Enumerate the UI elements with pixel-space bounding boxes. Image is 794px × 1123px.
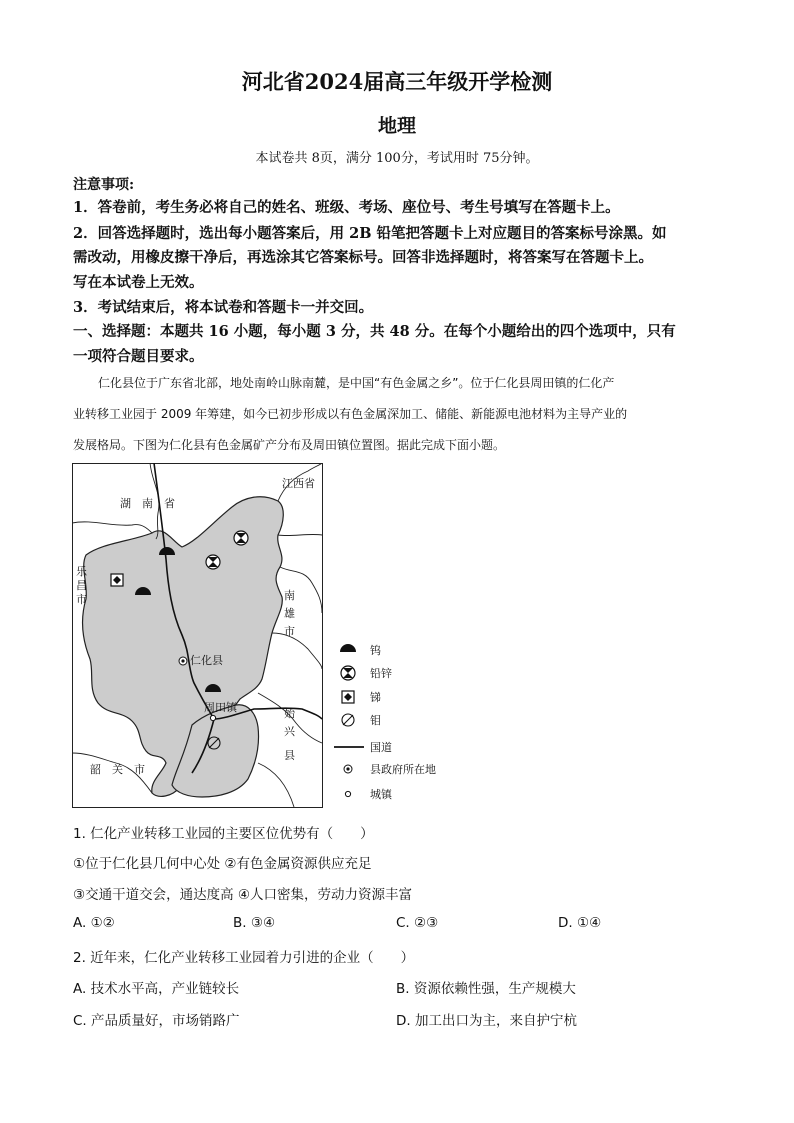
notice-heading: 注意事项: [73,177,135,193]
q2-option-d: D. 加工出口为主，来自护宁杭 [396,1013,577,1029]
legend-road: 国道 [370,741,392,754]
label-shaoguan: 韶 关 市 [90,763,145,776]
label-lechang-1: 乐 [76,565,87,578]
legend-lead-zinc: 铅锌 [370,667,392,680]
notice-line-4: 写在本试卷上无效。 [73,274,204,291]
legend-molybdenum: 钼 [370,714,381,727]
q1-statement-2: ③交通干道交会，通达度高 ④人口密集，劳动力资源丰富 [73,887,412,903]
legend-town-icon [345,791,350,796]
subject-title: 地理 [377,115,416,137]
q2-option-b: B. 资源依赖性强，生产规模大 [396,981,576,997]
map-legend [334,643,436,801]
passage-line-3: 发展格局。下图为仁化县有色金属矿产分布及周田镇位置图。据此完成下面小题。 [73,438,506,452]
county-seat-dot [181,659,184,662]
notice-line-2: 2．回答选择题时，选出每小题答案后，用 2B 铅笔把答题卡上对应题目的答案标号涂黑。如 [73,225,667,242]
label-lechang-3: 市 [76,593,87,606]
q1-option-d: D. ①④ [558,915,602,931]
label-lechang-2: 昌 [76,579,87,592]
legend-tungsten: 钨 [370,644,381,657]
label-zhoutian: 周田镇 [204,701,237,714]
notice-line-5: 3．考试结束后，将本试卷和答题卡一并交回。 [73,299,374,316]
label-shixing-2: 兴 [284,725,295,738]
exam-title: 河北省2024届高三年级开学检测 [241,69,553,94]
legend-molybdenum-icon [342,714,354,726]
legend-seat: 县政府所在地 [370,763,436,776]
label-nanxiong-1: 南 [284,589,295,602]
legend-lead-zinc-icon [341,666,355,680]
legend-town: 城镇 [370,788,392,801]
town-marker [210,715,215,720]
label-renhua: 仁化县 [190,654,223,667]
antimony-icon [111,574,123,586]
label-shixing-3: 县 [284,749,295,762]
label-nanxiong-3: 市 [284,625,295,638]
section-line-1: 一、选择题：本题共 16 小题，每小题 3 分，共 48 分。在每个小题给出的四个选项中，只有 [73,323,676,340]
legend-tungsten-icon [340,644,356,652]
q1-statement-1: ①位于仁化县几何中心处 ②有色金属资源供应充足 [73,856,372,872]
q2-option-c: C. 产品质量好，市场销路广 [73,1013,240,1029]
passage-line-1: 仁化县位于广东省北部，地处南岭山脉南麓，是中国“有色金属之乡”。位于仁化县周田镇的仁化产 [98,376,615,390]
q1-option-b: B. ③④ [233,915,276,931]
label-jiangxi: 江西省 [282,477,315,490]
lead-zinc-icon [206,555,220,569]
q2-stem: 2. 近年来，仁化产业转移工业园着力引进的企业（ ） [73,950,415,966]
legend-antimony: 锑 [370,691,381,704]
lead-zinc-icon [234,531,248,545]
label-hunan: 湖 南 省 [120,497,175,510]
renhua-mineral-map [72,463,472,809]
exam-info: 本试卷共 8页，满分 100分，考试用时 75分钟。 [255,151,539,166]
passage-line-2: 业转移工业园于 2009 年筹建，如今已初步形成以有色金属深加工、储能、新能源电池材料为主导产业的 [73,407,628,421]
section-line-2: 一项符合题目要求。 [73,348,204,365]
notice-line-1: 1．答卷前，考生务必将自己的姓名、班级、考场、座位号、考生号填写在答题卡上。 [73,199,620,216]
q1-stem: 1. 仁化产业转移工业园的主要区位优势有（ ） [73,826,374,842]
q1-option-c: C. ②③ [396,915,439,931]
label-nanxiong-2: 雄 [284,607,295,620]
notice-line-3: 需改动，用橡皮擦干净后，再选涂其它答案标号。回答非选择题时，将答案写在答题卡上。 [73,249,653,266]
q2-option-a: A. 技术水平高，产业链较长 [73,981,240,997]
label-shixing-1: 始 [284,707,295,720]
q1-option-a: A. ①② [73,915,115,931]
legend-seat-dot [346,767,349,770]
legend-antimony-icon [342,691,354,703]
